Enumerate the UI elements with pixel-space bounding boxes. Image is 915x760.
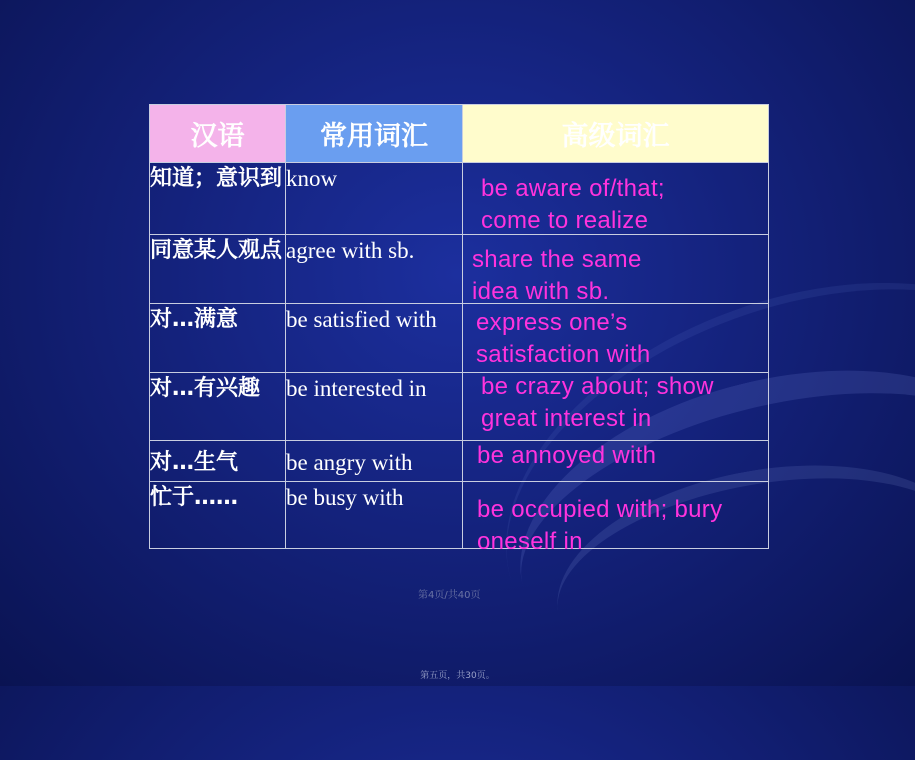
advanced-phrase xyxy=(476,307,651,371)
advanced-phrase xyxy=(472,244,642,308)
advanced-phrase xyxy=(477,440,656,472)
cell-advanced xyxy=(463,163,769,235)
advanced-line-1: share the same xyxy=(472,246,642,273)
cell-chinese: 同意某人观点 xyxy=(150,235,286,304)
advanced-line-1: be crazy about; show xyxy=(481,373,714,400)
advanced-line-1: be annoyed with xyxy=(477,442,657,469)
header-common-vocabulary: 常用词汇 xyxy=(286,105,463,163)
cell-chinese: 知道；意识到 xyxy=(150,163,286,235)
advanced-phrase xyxy=(477,494,722,558)
table-row xyxy=(150,441,769,482)
advanced-line-2: come to realize xyxy=(481,207,649,234)
table-row xyxy=(150,373,769,441)
vocabulary-table xyxy=(149,104,769,555)
advanced-phrase xyxy=(481,371,714,435)
cell-common: be interested in xyxy=(286,373,463,441)
advanced-line-2: satisfaction with xyxy=(476,341,651,368)
cell-common: be angry with xyxy=(286,441,463,482)
page-indicator: 第4页/共40页 xyxy=(418,590,481,601)
cell-chinese: 对…满意 xyxy=(150,304,286,373)
cell-advanced xyxy=(463,441,769,482)
header-advanced-vocabulary: 高级词汇 xyxy=(463,105,769,163)
advanced-line-2: great interest in xyxy=(481,405,652,432)
advanced-line-1: express one’s xyxy=(476,309,628,336)
advanced-phrase xyxy=(481,173,665,237)
table-row xyxy=(150,163,769,235)
cell-chinese: 对…有兴趣 xyxy=(150,373,286,441)
cell-common: know xyxy=(286,163,463,235)
cell-common: be busy with xyxy=(286,482,463,549)
cell-common: agree with sb. xyxy=(286,235,463,304)
advanced-line-1: be occupied with; bury xyxy=(477,496,723,523)
advanced-line-1: be aware of/that; xyxy=(481,175,665,202)
table-row xyxy=(150,482,769,549)
header-chinese: 汉语 xyxy=(150,105,286,163)
advanced-line-2: idea with sb. xyxy=(472,278,610,305)
table-row xyxy=(150,304,769,373)
cell-common: be satisfied with xyxy=(286,304,463,373)
advanced-line-2: oneself in xyxy=(477,528,583,555)
cell-advanced xyxy=(463,373,769,441)
cell-advanced xyxy=(463,235,769,304)
table-row xyxy=(150,235,769,304)
page-total-caption: 第五页，共30页。 xyxy=(420,671,495,681)
cell-chinese: 对…生气 xyxy=(150,441,286,482)
table-header-row xyxy=(150,105,769,163)
cell-advanced xyxy=(463,304,769,373)
cell-advanced xyxy=(463,482,769,555)
cell-chinese: 忙于…… xyxy=(150,482,286,549)
